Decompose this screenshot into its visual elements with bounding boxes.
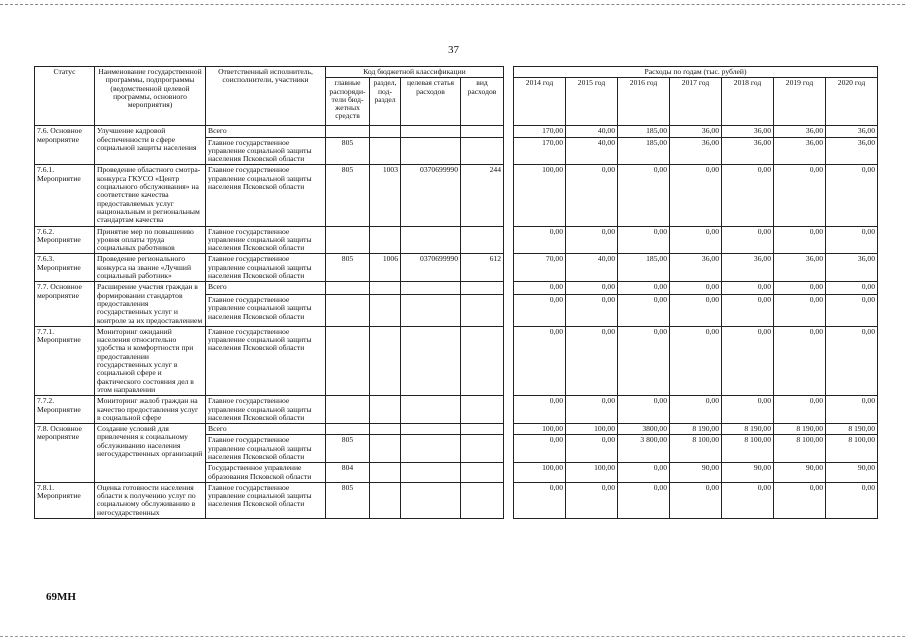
executor-cell: Главное государственное управление социальной защиты населения Псковской области bbox=[206, 254, 326, 282]
value-cell: 0,00 bbox=[774, 295, 826, 327]
value-cell: 36,00 bbox=[722, 137, 774, 165]
value-cell: 170,00 bbox=[514, 137, 566, 165]
target-cell: 0370699990 bbox=[401, 254, 461, 282]
type-cell bbox=[461, 463, 504, 483]
value-cell: 0,00 bbox=[826, 226, 878, 254]
value-cell: 0,00 bbox=[826, 295, 878, 327]
value-cell: 0,00 bbox=[774, 396, 826, 424]
value-cell: 0,00 bbox=[618, 396, 670, 424]
value-cell: 0,00 bbox=[566, 165, 618, 226]
section-cell bbox=[370, 435, 401, 463]
value-cell: 0,00 bbox=[670, 165, 722, 226]
scan-top-edge bbox=[0, 4, 905, 6]
name-cell: Улучшение кадровой обеспеченности в сфере социальной защиты населения bbox=[95, 126, 206, 165]
value-cell: 36,00 bbox=[670, 137, 722, 165]
header-year: 2017 год bbox=[670, 78, 722, 126]
value-cell: 40,00 bbox=[566, 137, 618, 165]
value-cell: 0,00 bbox=[826, 282, 878, 295]
executor-cell: Главное государственное управление социальной защиты населения Псковской области bbox=[206, 165, 326, 226]
value-cell: 0,00 bbox=[774, 482, 826, 518]
value-cell: 0,00 bbox=[514, 295, 566, 327]
page-number: 37 bbox=[448, 44, 459, 56]
value-cell: 0,00 bbox=[670, 226, 722, 254]
executor-cell: Государственное управление образования Псковской области bbox=[206, 463, 326, 483]
value-cell: 0,00 bbox=[566, 295, 618, 327]
value-cell: 100,00 bbox=[566, 424, 618, 435]
value-cell: 0,00 bbox=[722, 396, 774, 424]
header-year: 2020 год bbox=[826, 78, 878, 126]
header-executor: Ответственный исполнитель, соисполнители, участники bbox=[206, 67, 326, 126]
value-cell: 0,00 bbox=[670, 282, 722, 295]
target-cell bbox=[401, 424, 461, 435]
header-expenses: Расходы по годам (тыс. рублей) bbox=[514, 67, 878, 78]
value-cell: 0,00 bbox=[566, 435, 618, 463]
header-gap bbox=[504, 67, 514, 126]
value-cell: 185,00 bbox=[618, 137, 670, 165]
table-row bbox=[35, 482, 878, 518]
header-year: 2014 год bbox=[514, 78, 566, 126]
table-row bbox=[35, 424, 878, 435]
executor-cell: Главное государственное управление социальной защиты населения Псковской области bbox=[206, 295, 326, 327]
value-cell: 0,00 bbox=[618, 282, 670, 295]
gap-cell bbox=[504, 295, 514, 327]
value-cell: 0,00 bbox=[566, 396, 618, 424]
type-cell bbox=[461, 482, 504, 518]
grbs-cell: 805 bbox=[326, 435, 370, 463]
value-cell: 8 190,00 bbox=[774, 424, 826, 435]
value-cell: 0,00 bbox=[826, 326, 878, 395]
value-cell: 100,00 bbox=[566, 463, 618, 483]
grbs-cell: 804 bbox=[326, 463, 370, 483]
executor-cell: Главное государственное управление социальной защиты населения Псковской области bbox=[206, 396, 326, 424]
target-cell bbox=[401, 282, 461, 295]
header-year: 2015 год bbox=[566, 78, 618, 126]
header-type: вид расходов bbox=[461, 78, 504, 126]
grbs-cell bbox=[326, 424, 370, 435]
value-cell: 90,00 bbox=[774, 463, 826, 483]
gap-cell bbox=[504, 482, 514, 518]
value-cell: 0,00 bbox=[514, 482, 566, 518]
target-cell bbox=[401, 396, 461, 424]
value-cell: 0,00 bbox=[618, 165, 670, 226]
type-cell: 244 bbox=[461, 165, 504, 226]
value-cell: 0,00 bbox=[566, 482, 618, 518]
type-cell: 612 bbox=[461, 254, 504, 282]
header-section: раздел, под-раздел bbox=[370, 78, 401, 126]
section-cell bbox=[370, 226, 401, 254]
type-cell bbox=[461, 295, 504, 327]
value-cell: 0,00 bbox=[722, 226, 774, 254]
value-cell: 0,00 bbox=[774, 226, 826, 254]
section-cell: 1006 bbox=[370, 254, 401, 282]
value-cell: 0,00 bbox=[670, 326, 722, 395]
gap-cell bbox=[504, 254, 514, 282]
table-row bbox=[35, 126, 878, 137]
value-cell: 90,00 bbox=[826, 463, 878, 483]
grbs-cell bbox=[326, 226, 370, 254]
gap-cell bbox=[504, 165, 514, 226]
gap-cell bbox=[504, 326, 514, 395]
type-cell bbox=[461, 435, 504, 463]
header-row-1 bbox=[35, 67, 878, 78]
value-cell: 0,00 bbox=[514, 396, 566, 424]
value-cell: 0,00 bbox=[566, 282, 618, 295]
value-cell: 170,00 bbox=[514, 126, 566, 137]
gap-cell bbox=[504, 396, 514, 424]
value-cell: 0,00 bbox=[618, 482, 670, 518]
gap-cell bbox=[504, 424, 514, 435]
grbs-cell bbox=[326, 295, 370, 327]
value-cell: 0,00 bbox=[670, 482, 722, 518]
gap-cell bbox=[504, 463, 514, 483]
table-row bbox=[35, 282, 878, 295]
value-cell: 0,00 bbox=[774, 282, 826, 295]
target-cell bbox=[401, 482, 461, 518]
table-row bbox=[35, 254, 878, 282]
executor-cell: Главное государственное управление социальной защиты населения Псковской области bbox=[206, 226, 326, 254]
value-cell: 90,00 bbox=[722, 463, 774, 483]
value-cell: 0,00 bbox=[722, 482, 774, 518]
grbs-cell: 805 bbox=[326, 165, 370, 226]
section-cell bbox=[370, 424, 401, 435]
value-cell: 36,00 bbox=[670, 126, 722, 137]
section-cell bbox=[370, 396, 401, 424]
value-cell: 0,00 bbox=[826, 396, 878, 424]
value-cell: 36,00 bbox=[826, 126, 878, 137]
target-cell: 0370699990 bbox=[401, 165, 461, 226]
value-cell: 0,00 bbox=[722, 295, 774, 327]
type-cell bbox=[461, 326, 504, 395]
value-cell: 36,00 bbox=[722, 126, 774, 137]
executor-cell: Главное государственное управление социальной защиты населения Псковской области bbox=[206, 326, 326, 395]
table-row bbox=[35, 165, 878, 226]
value-cell: 0,00 bbox=[514, 435, 566, 463]
value-cell: 185,00 bbox=[618, 126, 670, 137]
value-cell: 0,00 bbox=[826, 165, 878, 226]
executor-cell: Всего bbox=[206, 282, 326, 295]
status-cell: 7.6.3. Мероприятие bbox=[35, 254, 95, 282]
section-cell bbox=[370, 126, 401, 137]
type-cell bbox=[461, 396, 504, 424]
value-cell: 36,00 bbox=[826, 254, 878, 282]
value-cell: 8 100,00 bbox=[722, 435, 774, 463]
executor-cell: Всего bbox=[206, 424, 326, 435]
section-cell: 1003 bbox=[370, 165, 401, 226]
executor-cell: Всего bbox=[206, 126, 326, 137]
target-cell bbox=[401, 126, 461, 137]
header-name: Наименование государственной программы, подпрограммы (ведомственной целевой программы, основного мероприятия) bbox=[95, 67, 206, 126]
executor-cell: Главное государственное управление социальной защиты населения Псковской области bbox=[206, 137, 326, 165]
grbs-cell: 805 bbox=[326, 254, 370, 282]
name-cell: Мониторинг жалоб граждан на качество предоставления услуг в социальной сфере bbox=[95, 396, 206, 424]
value-cell: 0,00 bbox=[722, 282, 774, 295]
value-cell: 36,00 bbox=[774, 137, 826, 165]
header-year: 2018 год bbox=[722, 78, 774, 126]
value-cell: 0,00 bbox=[722, 326, 774, 395]
value-cell: 185,00 bbox=[618, 254, 670, 282]
section-cell bbox=[370, 295, 401, 327]
value-cell: 0,00 bbox=[826, 482, 878, 518]
header-target: целевая статья расходов bbox=[401, 78, 461, 126]
status-cell: 7.7.2. Мероприятие bbox=[35, 396, 95, 424]
grbs-cell: 805 bbox=[326, 137, 370, 165]
section-cell bbox=[370, 463, 401, 483]
status-cell: 7.7. Основное мероприятие bbox=[35, 282, 95, 326]
gap-cell bbox=[504, 226, 514, 254]
header-grbs: главные распоряди-тели бюд-жетных средств bbox=[326, 78, 370, 126]
section-cell bbox=[370, 482, 401, 518]
value-cell: 0,00 bbox=[566, 226, 618, 254]
executor-cell: Главное государственное управление социальной защиты населения Псковской области bbox=[206, 482, 326, 518]
type-cell bbox=[461, 226, 504, 254]
value-cell: 8 190,00 bbox=[670, 424, 722, 435]
value-cell: 36,00 bbox=[722, 254, 774, 282]
header-budget-code: Код бюджетной классификации bbox=[326, 67, 504, 78]
target-cell bbox=[401, 326, 461, 395]
gap-cell bbox=[504, 435, 514, 463]
name-cell: Расширение участия граждан в формировании стандартов предоставления государственных услуг и контроле за их предоставлением bbox=[95, 282, 206, 326]
value-cell: 36,00 bbox=[774, 254, 826, 282]
value-cell: 0,00 bbox=[774, 165, 826, 226]
value-cell: 70,00 bbox=[514, 254, 566, 282]
name-cell: Принятие мер по повышению уровня оплаты труда социальных работников bbox=[95, 226, 206, 254]
value-cell: 8 100,00 bbox=[670, 435, 722, 463]
grbs-cell bbox=[326, 126, 370, 137]
value-cell: 0,00 bbox=[514, 282, 566, 295]
budget-table bbox=[34, 66, 878, 519]
value-cell: 36,00 bbox=[826, 137, 878, 165]
type-cell bbox=[461, 126, 504, 137]
value-cell: 0,00 bbox=[566, 326, 618, 395]
value-cell: 40,00 bbox=[566, 126, 618, 137]
value-cell: 100,00 bbox=[514, 463, 566, 483]
value-cell: 0,00 bbox=[618, 295, 670, 327]
value-cell: 0,00 bbox=[514, 226, 566, 254]
value-cell: 0,00 bbox=[722, 165, 774, 226]
type-cell bbox=[461, 137, 504, 165]
target-cell bbox=[401, 435, 461, 463]
status-cell: 7.6.1. Мероприятие bbox=[35, 165, 95, 226]
value-cell: 0,00 bbox=[774, 326, 826, 395]
value-cell: 8 100,00 bbox=[826, 435, 878, 463]
target-cell bbox=[401, 137, 461, 165]
target-cell bbox=[401, 295, 461, 327]
value-cell: 8 190,00 bbox=[826, 424, 878, 435]
table-row bbox=[35, 396, 878, 424]
grbs-cell: 805 bbox=[326, 482, 370, 518]
header-year: 2016 год bbox=[618, 78, 670, 126]
target-cell bbox=[401, 226, 461, 254]
header-year: 2019 год bbox=[774, 78, 826, 126]
section-cell bbox=[370, 326, 401, 395]
executor-cell: Главное государственное управление социальной защиты населения Псковской области bbox=[206, 435, 326, 463]
status-cell: 7.8.1. Мероприятие bbox=[35, 482, 95, 518]
value-cell: 0,00 bbox=[618, 226, 670, 254]
name-cell: Проведение регионального конкурса на звание «Лучший социальный работник» bbox=[95, 254, 206, 282]
name-cell: Создание условий для привлечения к социальному обслуживанию населения негосударственных организаций bbox=[95, 424, 206, 483]
grbs-cell bbox=[326, 326, 370, 395]
value-cell: 0,00 bbox=[618, 463, 670, 483]
footer-code: 69МН bbox=[46, 591, 76, 603]
value-cell: 0,00 bbox=[618, 326, 670, 395]
target-cell bbox=[401, 463, 461, 483]
status-cell: 7.7.1. Мероприятие bbox=[35, 326, 95, 395]
value-cell: 3800,00 bbox=[618, 424, 670, 435]
section-cell bbox=[370, 282, 401, 295]
value-cell: 3 800,00 bbox=[618, 435, 670, 463]
value-cell: 8 190,00 bbox=[722, 424, 774, 435]
value-cell: 0,00 bbox=[670, 396, 722, 424]
table-body bbox=[35, 126, 878, 519]
value-cell: 40,00 bbox=[566, 254, 618, 282]
table-row bbox=[35, 226, 878, 254]
value-cell: 100,00 bbox=[514, 424, 566, 435]
name-cell: Оценка готовности населения области к получению услуг по социальному обслуживанию в негосударственных bbox=[95, 482, 206, 518]
name-cell: Мониторинг ожиданий населения относительно удобства и комфортности при предоставлении государственных услуг в социальной сфере и фактического состояния дел в этом направлении bbox=[95, 326, 206, 395]
name-cell: Проведение областного смотра-конкурса ГКУСО «Центр социального обслуживания» на соответствие качества предоставляемых услуг национальным и региональным стандартам качества bbox=[95, 165, 206, 226]
section-cell bbox=[370, 137, 401, 165]
value-cell: 90,00 bbox=[670, 463, 722, 483]
value-cell: 100,00 bbox=[514, 165, 566, 226]
table-row bbox=[35, 326, 878, 395]
value-cell: 8 100,00 bbox=[774, 435, 826, 463]
type-cell bbox=[461, 424, 504, 435]
scan-bottom-edge bbox=[0, 636, 905, 638]
type-cell bbox=[461, 282, 504, 295]
grbs-cell bbox=[326, 396, 370, 424]
value-cell: 36,00 bbox=[670, 254, 722, 282]
value-cell: 36,00 bbox=[774, 126, 826, 137]
value-cell: 0,00 bbox=[514, 326, 566, 395]
status-cell: 7.6.2. Мероприятие bbox=[35, 226, 95, 254]
gap-cell bbox=[504, 282, 514, 295]
status-cell: 7.6. Основное мероприятие bbox=[35, 126, 95, 165]
grbs-cell bbox=[326, 282, 370, 295]
status-cell: 7.8. Основное мероприятие bbox=[35, 424, 95, 483]
header-status: Статус bbox=[35, 67, 95, 126]
gap-cell bbox=[504, 137, 514, 165]
value-cell: 0,00 bbox=[670, 295, 722, 327]
gap-cell bbox=[504, 126, 514, 137]
